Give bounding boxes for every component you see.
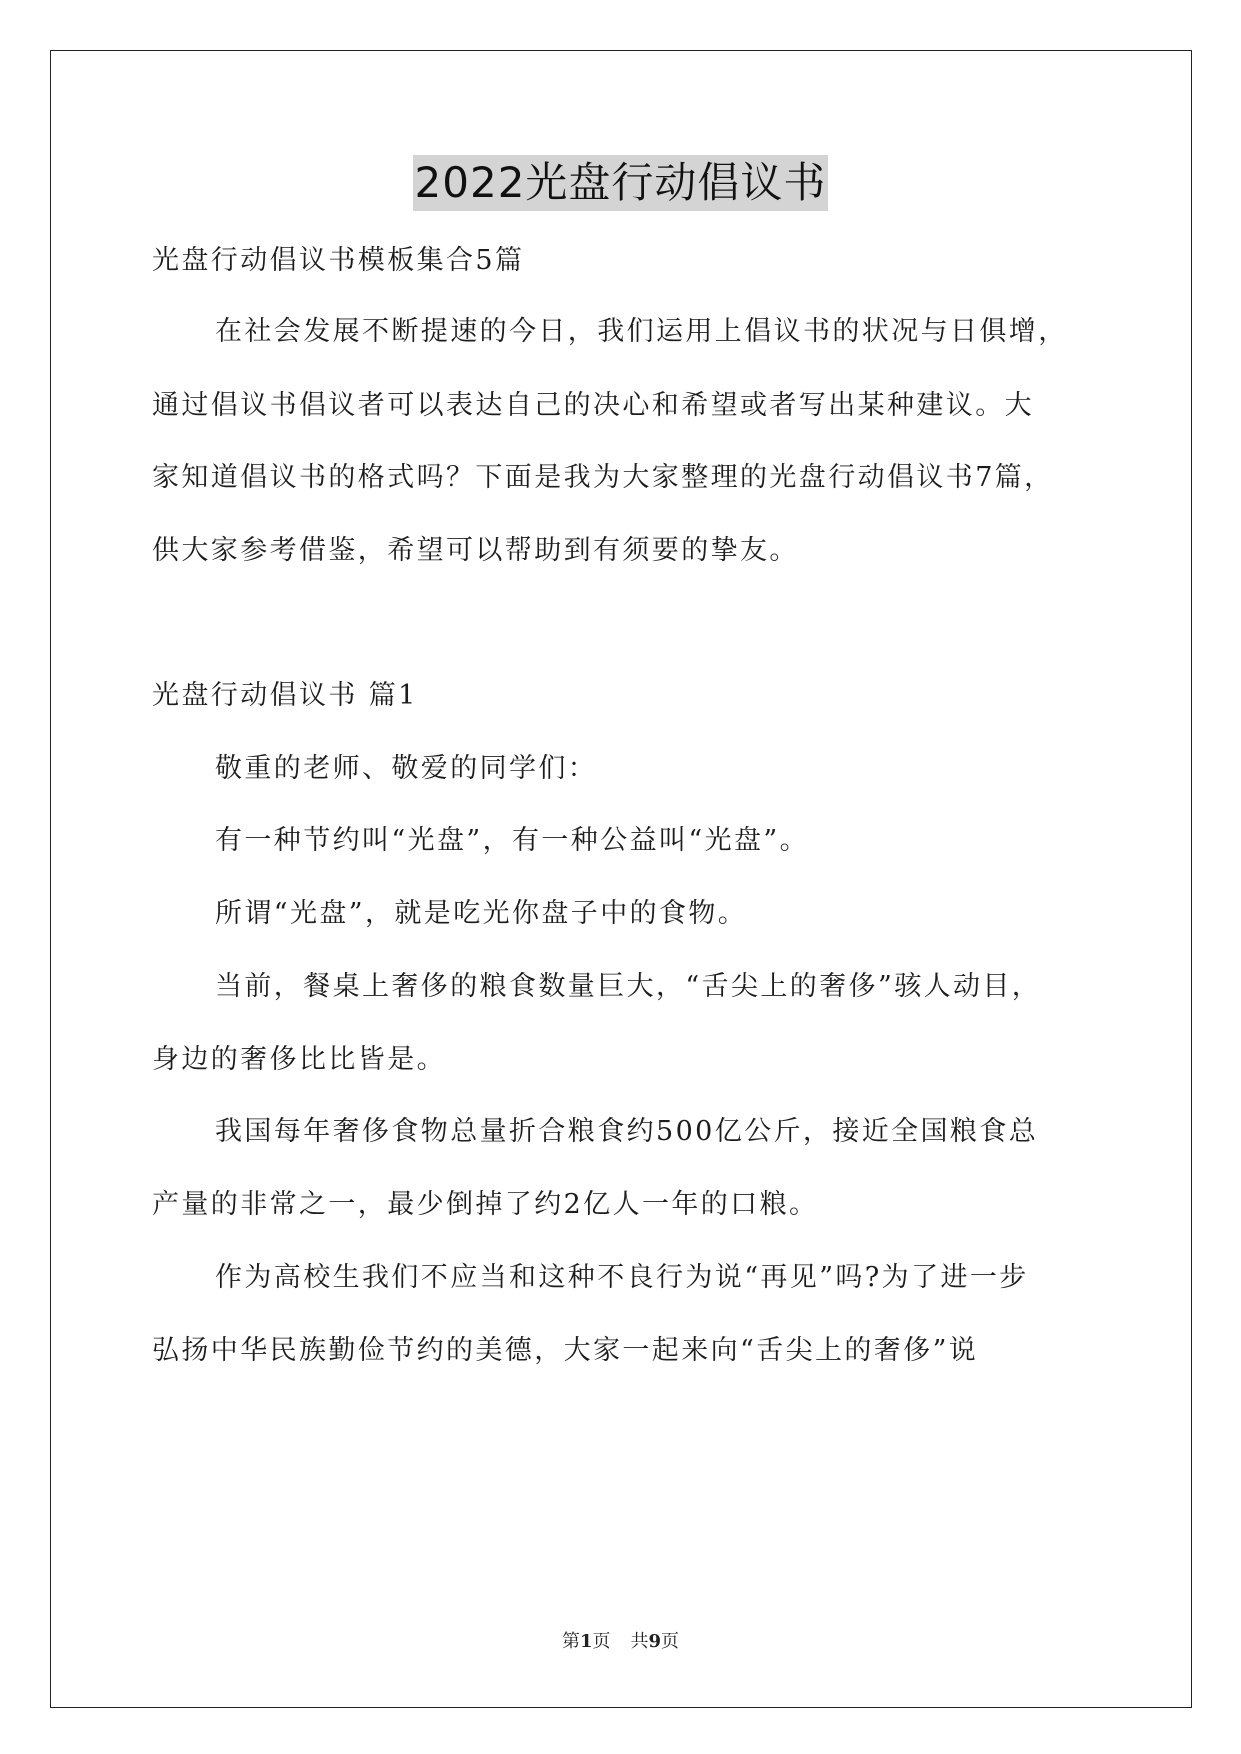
page-total: 9 <box>648 1631 662 1652</box>
section-heading: 光盘行动倡议书 篇1 <box>152 680 418 711</box>
paragraph-line: 当前，餐桌上奢侈的粮食数量巨大，“舌尖上的奢侈”骇人动目， <box>215 971 1042 1002</box>
paragraph-line: 敬重的老师、敬爱的同学们： <box>215 753 598 784</box>
paragraph-line: 产量的非常之一，最少倒掉了约2亿人一年的口粮。 <box>152 1189 819 1220</box>
paragraph-line: 所谓“光盘”，就是吃光你盘子中的食物。 <box>215 898 748 929</box>
page-prefix: 第 <box>561 1631 580 1652</box>
paragraph-line: 弘扬中华民族勤俭节约的美德，大家一起来向“舌尖上的奢侈”说 <box>152 1335 979 1366</box>
total-prefix: 共 <box>630 1631 649 1652</box>
page-border <box>50 50 1192 1708</box>
paragraph-line: 供大家参考借鉴，希望可以帮助到有须要的挚友。 <box>152 535 799 566</box>
page-current: 1 <box>579 1631 593 1652</box>
paragraph-line: 有一种节约叫“光盘”，有一种公益叫“光盘”。 <box>215 825 810 856</box>
paragraph-line: 身边的奢侈比比皆是。 <box>152 1044 446 1075</box>
subtitle-line: 光盘行动倡议书模板集合5篇 <box>152 245 525 276</box>
page-footer <box>0 1630 1241 1654</box>
title-container <box>0 155 1241 211</box>
document-title: 2022光盘行动倡议书 <box>413 155 829 211</box>
page-suffix: 页 <box>592 1631 611 1652</box>
paragraph-line: 作为高校生我们不应当和这种不良行为说“再见”吗?为了进一步 <box>215 1262 1029 1293</box>
paragraph-line: 通过倡议书倡议者可以表达自己的决心和希望或者写出某种建议。大 <box>152 390 1034 421</box>
total-suffix: 页 <box>661 1631 680 1652</box>
paragraph-line: 我国每年奢侈食物总量折合粮食约500亿公斤，接近全国粮食总 <box>215 1116 1039 1147</box>
paragraph-line: 家知道倡议书的格式吗？下面是我为大家整理的光盘行动倡议书7篇， <box>152 462 1054 493</box>
paragraph-line: 在社会发展不断提速的今日，我们运用上倡议书的状况与日俱增， <box>215 316 1068 347</box>
